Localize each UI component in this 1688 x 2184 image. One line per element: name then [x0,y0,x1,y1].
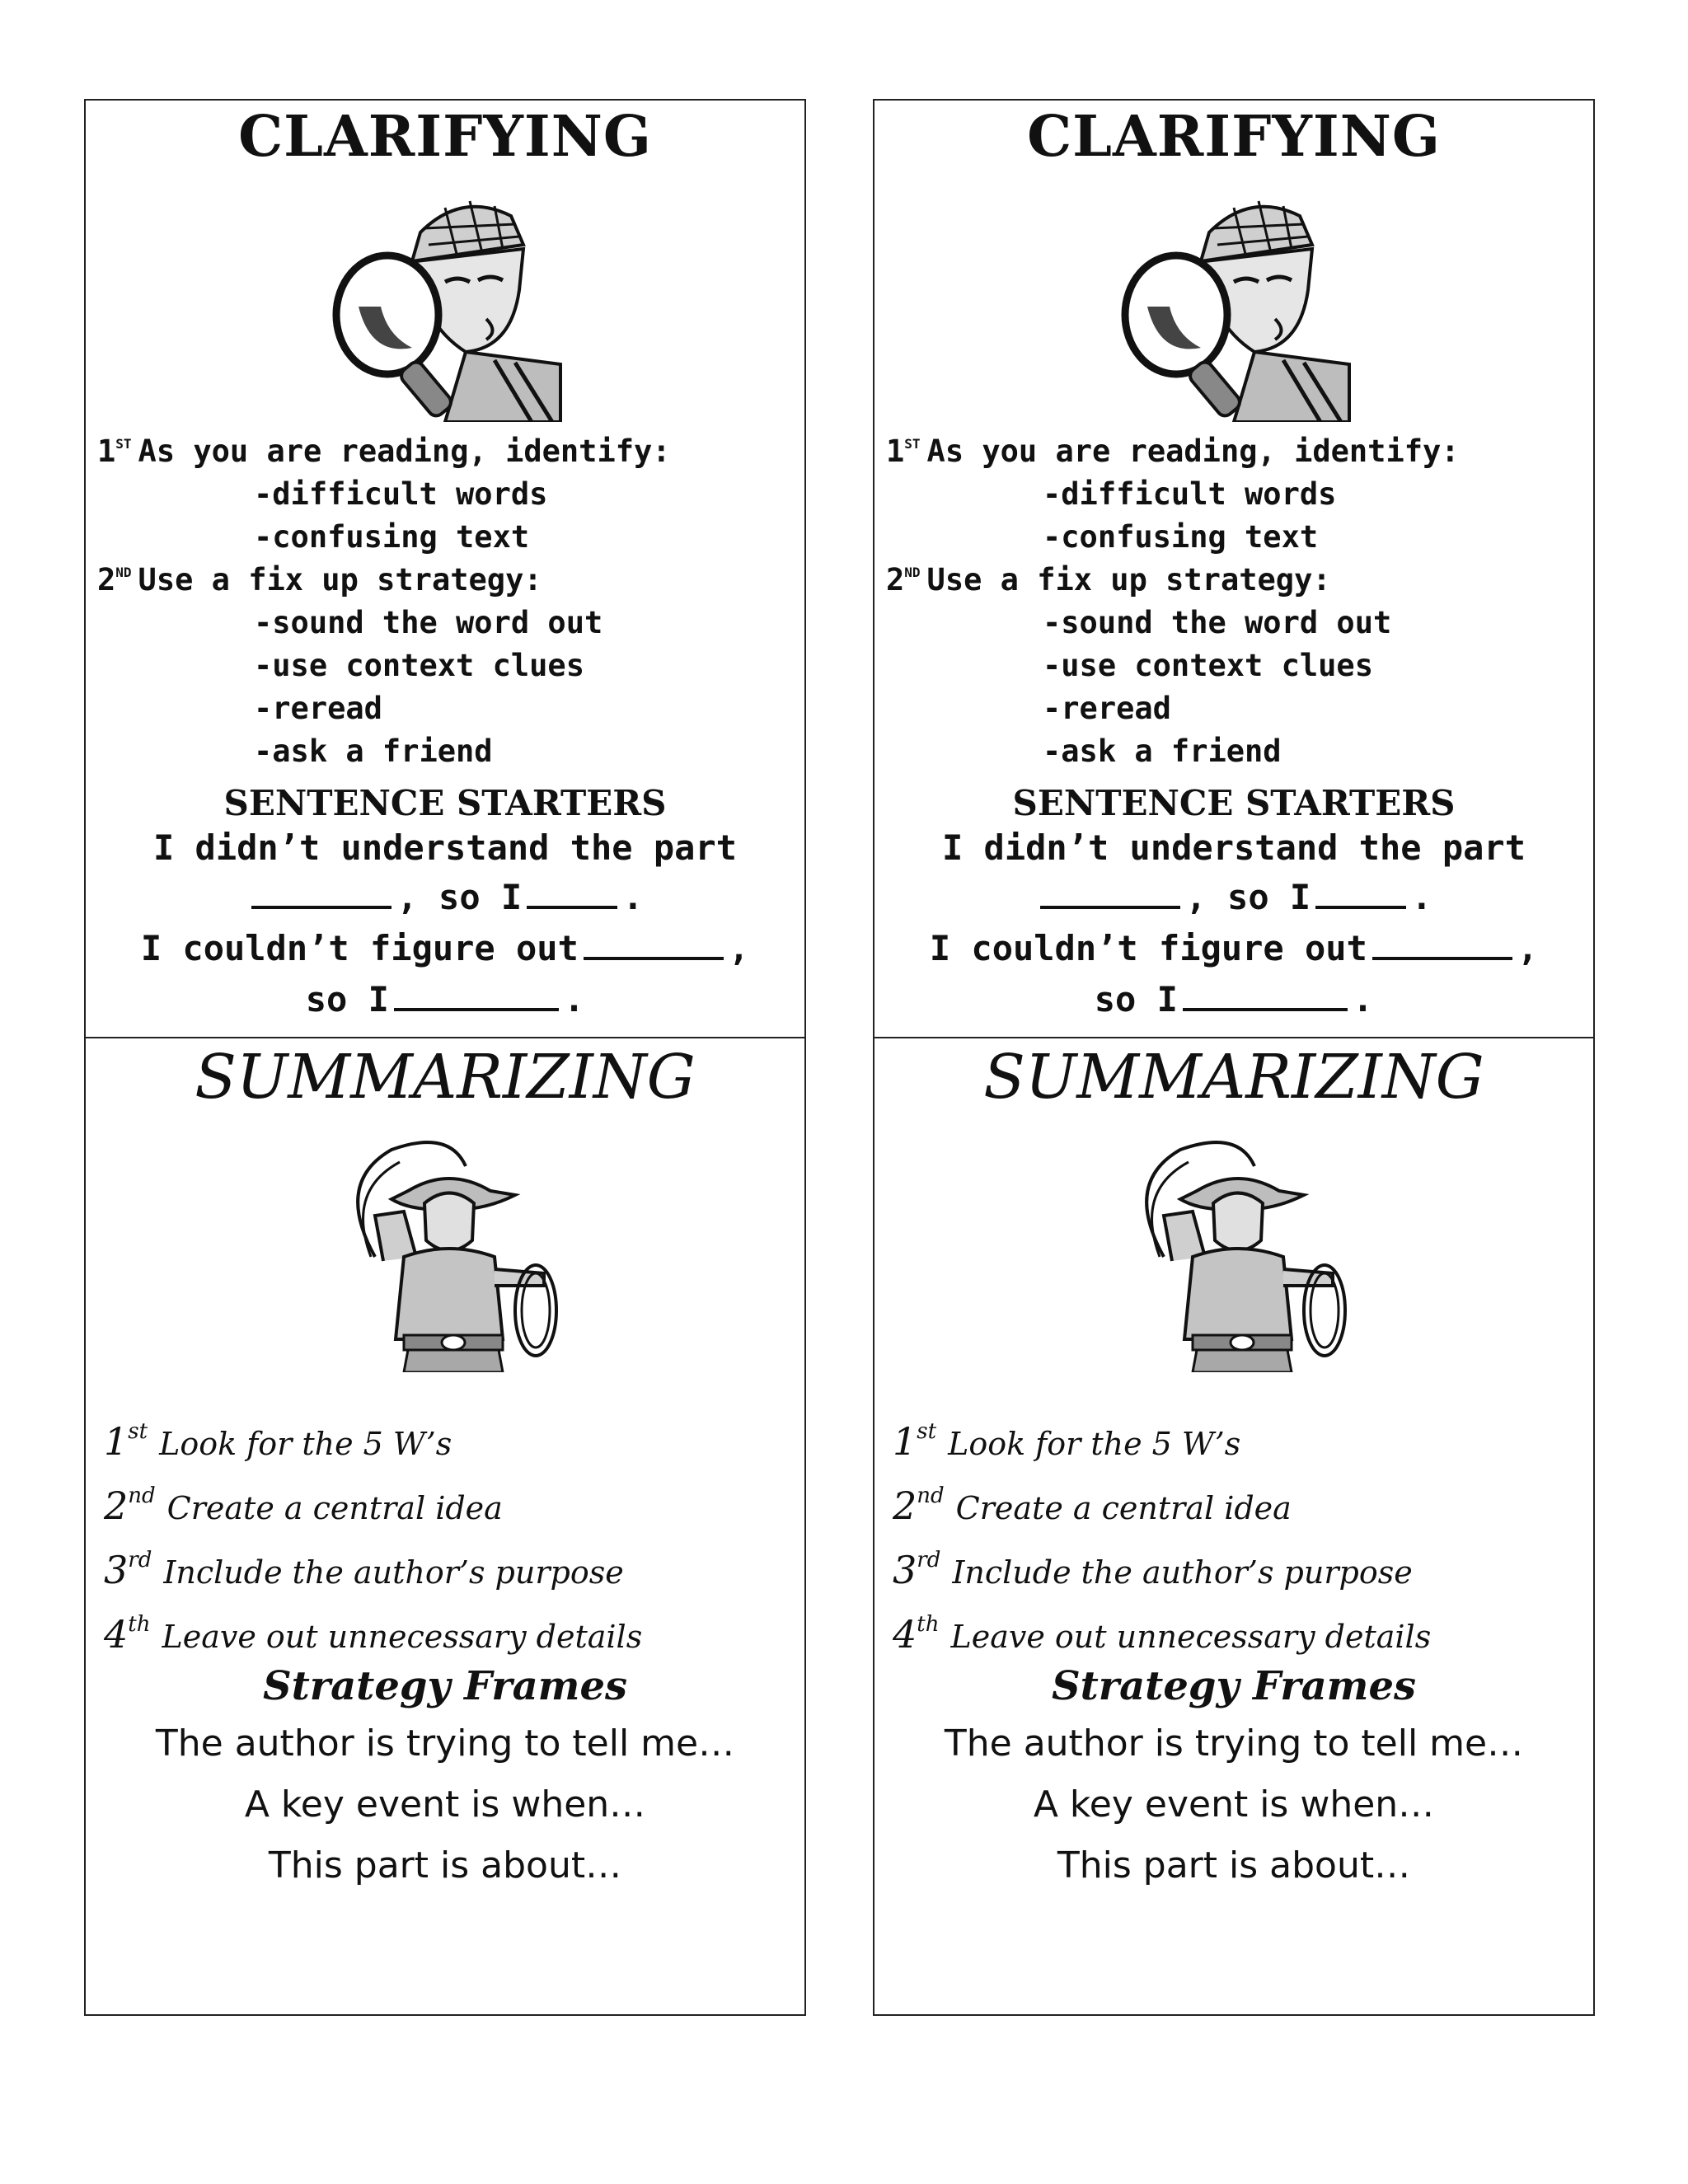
clarify-item: -difficult words [1043,476,1337,512]
summarizing-card [86,1038,804,2014]
detective-magnifier-icon [1110,183,1357,422]
card-column-left [84,99,806,2016]
starter-line: so I . [305,979,585,1019]
summarize-step: 2nd Create a central idea [893,1483,1292,1528]
clarify-step1: 1ST As you are reading, identify: [886,434,1460,469]
starter-line: I didn’t understand the part [941,827,1526,868]
clarify-item: -confusing text [1043,519,1319,555]
blank-line [1315,881,1406,909]
starter-line: , so I . [86,877,804,917]
clarifying-title: CLARIFYING [1027,104,1441,170]
strategy-frame: A key event is when… [1033,1783,1435,1825]
blank-line [1040,881,1180,909]
starter-line: I didn’t understand the part [152,827,737,868]
summarize-step: 4th Leave out unnecessary details [104,1612,643,1657]
starter-line: I couldn’t figure out , [140,928,750,968]
summarize-step: 3rd Include the author’s purpose [893,1548,1413,1592]
strategy-frame: The author is trying to tell me… [944,1722,1524,1765]
strategy-frame: The author is trying to tell me… [155,1722,735,1765]
clarifying-card [86,101,804,1038]
cowboy-lasso-icon [326,1133,565,1372]
blank-line [394,983,559,1011]
clarify-item: -reread [1043,691,1171,726]
clarifying-card [874,101,1593,1038]
strategy-frames-title: Strategy Frames [262,1663,628,1709]
clarifying-title: CLARIFYING [238,104,652,170]
summarize-step: 1st Look for the 5 W’s [104,1419,452,1464]
clarify-item: -difficult words [254,476,548,512]
clarify-item: -sound the word out [254,605,603,640]
summarize-step: 1st Look for the 5 W’s [893,1419,1241,1464]
clarify-item: -ask a friend [1043,733,1282,769]
summarizing-title: SUMMARIZING [195,1042,696,1113]
clarify-step1: 1ST As you are reading, identify: [97,434,671,469]
strategy-frames-title: Strategy Frames [1051,1663,1417,1709]
blank-line [1183,983,1348,1011]
summarize-step: 3rd Include the author’s purpose [104,1548,624,1592]
clarify-item: -reread [254,691,382,726]
blank-line [251,881,392,909]
blank-line [584,932,724,960]
summarize-step: 2nd Create a central idea [104,1483,503,1528]
clarify-item: -use context clues [1043,648,1373,683]
card-column-right [873,99,1595,2016]
strategy-frame: This part is about… [268,1844,622,1886]
summarize-step: 4th Leave out unnecessary details [893,1612,1432,1657]
strategy-frame: A key event is when… [244,1783,646,1825]
clarify-item: -confusing text [254,519,530,555]
clarify-step2: 2ND Use a fix up strategy: [886,562,1331,598]
sentence-starters-title: SENTENCE STARTERS [223,783,667,823]
summarizing-card [874,1038,1593,2014]
starter-line: so I . [1094,979,1374,1019]
cowboy-lasso-icon [1114,1133,1353,1372]
summarizing-title: SUMMARIZING [983,1042,1484,1113]
starter-line: , so I . [874,877,1593,917]
clarify-item: -use context clues [254,648,584,683]
sentence-starters-title: SENTENCE STARTERS [1012,783,1456,823]
strategy-frame: This part is about… [1057,1844,1411,1886]
clarify-step2: 2ND Use a fix up strategy: [97,562,542,598]
clarify-item: -ask a friend [254,733,493,769]
blank-line [1372,932,1512,960]
clarify-item: -sound the word out [1043,605,1392,640]
starter-line: I couldn’t figure out , [929,928,1539,968]
blank-line [527,881,617,909]
detective-magnifier-icon [321,183,569,422]
